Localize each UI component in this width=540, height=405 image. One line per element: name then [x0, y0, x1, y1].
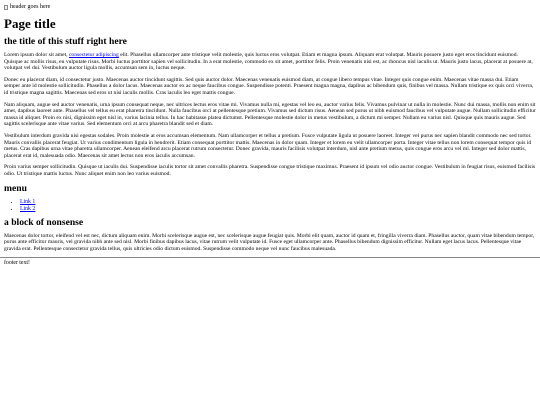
paragraph-4: Vestibulum interdum gravida nisi egestas sodales. Proin molestie at eros accumsan elementum. Nam ullamcorper et tellus a pretium. Fusce vulputate ligula ut posuere laoreet. Integer vel purus nec sapien blandit commodo nec sed tortor. Mauris convallis placerat feugiat. Ut varius condimentum ligula in hendrerit. Etiam consequat porttitor mattis. Maecenas in dolor quam. Integer et lorem eu velit ullamcorper porta. Integer vitae tellus non lorem consequat tempor quis id metus. Cras dapibus urna vitae pharetra ullamcorper. Aenean eleifend arcu placerat rutrum consectetur. Donec gravida, mauris facilisis volutpat interdum, nisl ante pretium metus, quis congue eros arcu vel mi. Integer sed dolor mattis, placerat erat id, malesuada odio. Maecenas sit amet lectus non eros iaculis accumsan. — [4, 132, 532, 159]
footer-divider — [0, 257, 540, 258]
page-subtitle: the title of this stuff right here — [4, 36, 127, 47]
paragraph-1-rest: elit. Phasellus ullamcorper ante tristique velit molestie, quis luctus eros volutpat. Etiam et magna ipsum. Aliquam erat volutpat. Mauris posuere justo eget eros tincidunt euismod. Quisque ac mollis risus, eu vulputate risus. Morbi luctus porttitor sapien vel sollicitudin. In a erat molestie, commodo ex sit amet, porttitor felis. Proin venenatis nisi est, ac rhoncus nisl iaculis ut. Mauris justo lacus, placerat at posuere at, volutpat vel dui. Vestibulum auctor ligula mollis, accumsan sem in, luctus neque. — [4, 52, 533, 72]
header-image-alt-text: header goes here — [10, 4, 51, 10]
paragraph-5: Proin varius semper sollicitudin. Quisque ut iaculis dui. Suspendisse iaculis tortor sit amet convallis pharetra. Suspendisse congue tristique maximus. Praesent id ipsum vel odio auctor congue. Vestibulum in feugiat risus, euismod facilisis odio. Ut tristique mattis luctus. Nunc aliquet enim non leo varius euismod. — [4, 164, 536, 177]
menu-link-1[interactable]: Link 1 — [20, 198, 36, 205]
menu-item — [20, 206, 536, 213]
inline-link-consectetur[interactable]: consectetur adipiscing — [68, 52, 119, 58]
menu-item — [20, 199, 536, 206]
menu-list — [4, 199, 536, 213]
block-heading: a block of nonsense — [4, 216, 84, 228]
menu-link-2[interactable]: Link 2 — [20, 205, 36, 212]
broken-image-icon — [4, 5, 8, 10]
paragraph-1 — [4, 52, 536, 72]
paragraph-2: Donec eu placerat diam, id consectetur justo. Maecenas auctor tincidunt sagittis. Sed quis auctor dolor. Maecenas venenatis euismod diam, at congue libero tempus vitae. Integer quis congue enim. Maecenas vitae massa dui. Etiam semper ante id molestie sollicitudin. Phasellus a dolor lacus. Maecenas auctor ex ac neque faucibus congue. Suspendisse potenti. Praesent magna magna, dapibus ac bibendum quis, finibus vel massa. Nullam tristique ex quis orci viverra, id tristique magna sagittis. Maecenas sed eros ut nisi iaculis mollis. Cras iaculis leo eget mattis congue. — [4, 76, 534, 96]
footer-text: footer text! — [4, 260, 30, 267]
menu-heading: menu — [4, 182, 27, 194]
header-image — [4, 3, 536, 11]
page-title: Page title — [4, 16, 56, 31]
paragraph-3: Nam aliquam, augue sed auctor venenatis, urna ipsum consequat neque, nec ultrices lectus eros vitae mi. Vivamus nulla mi, egestas vel leo eu, auctor varius felis. Vivamus pulvinar ut nulla in molestie. Nunc dui massa, mollis non enim sit amet, dapibus laoreet ante. Phasellus vel tellus eu erat pharetra tincidunt. Nulla faucibus orci at pellentesque pretium. Vivamus sed dictum risus. Aenean sed purus ut nibh euismod faucibus vel vulputate augue. Nullam sollicitudin efficitur massa id aliquet. Proin ex nisi, dignissim eget nisl in, varius lacinia tellus. In hac habitasse platea dictumst. Pellentesque molestie dolor in metus vestibulum, a dictum mi semper. Nullam eu varius nisl. Quisque quis mauris augue. Sed sagittis scelerisque ante vitae varius. Sed elementum orci at arcu pharetra blandit sed et diam. — [4, 101, 536, 128]
block-paragraph: Maecenas dolor tortor, eleifend vel est nec, dictum aliquam enim. Morbi scelerisque augue est, nec scelerisque augue feugiat quis. Morbi elit quam, auctor id quam et, fringilla viverra diam. Phasellus auctor, quam vitae bibendum tempor, purus ante efficitur mauris, vel gravida nibh ante sed nisl. Morbi finibus dapibus lacus, vitae rutrum velit vulputate id. Fusce eget ullamcorper ante. Phasellus bibendum dignissim efficitur. Nullam eget lacus lacus. Pellentesque vitae gravida erat. Pellentesque consectetur gravida tellus, quis ultricies odio dictum euismod. Suspendisse commodo neque vel nunc faucibus malesuada. — [4, 232, 535, 252]
paragraph-1-lead: Lorem ipsum dolor sit amet, — [4, 52, 69, 58]
